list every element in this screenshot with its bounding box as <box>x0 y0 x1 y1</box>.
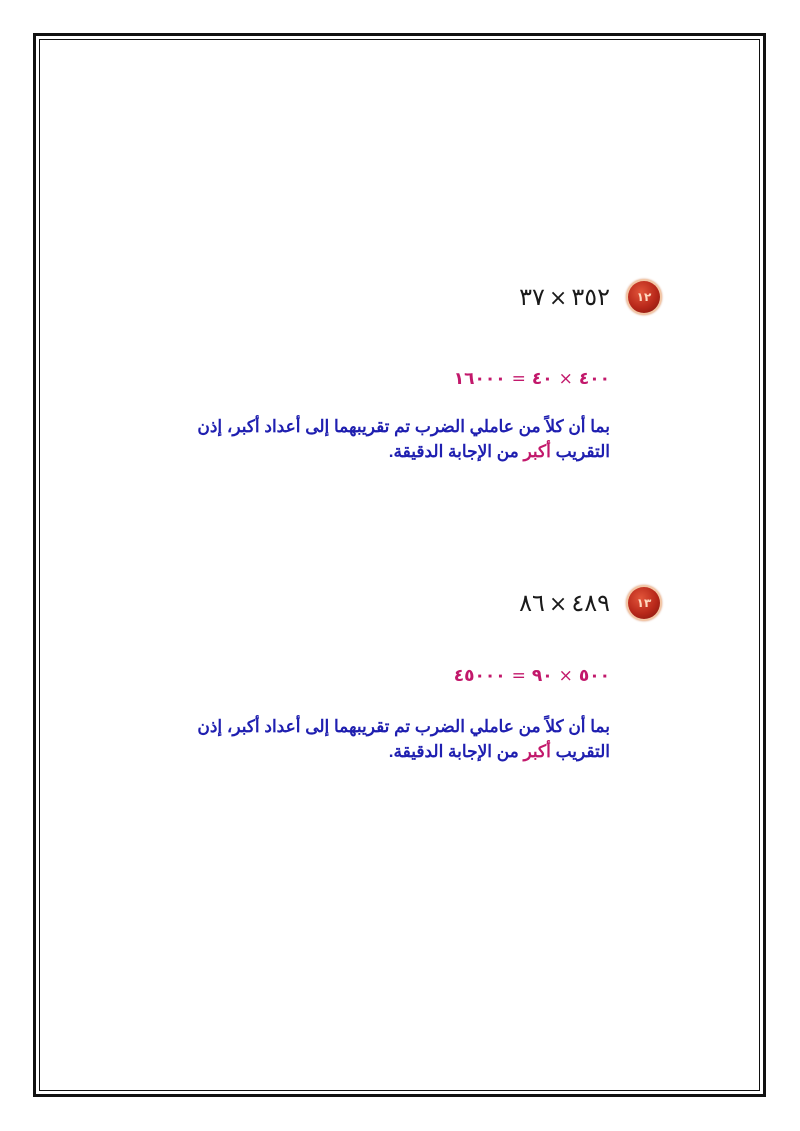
estimate-times: × <box>558 369 573 389</box>
problem-13 <box>0 584 800 794</box>
explanation-line-2-end: من الإجابة الدقيقة. <box>388 742 519 761</box>
explanation-line-1: بما أن كلاً من عاملي الضرب تم تقريبهما إلى أعداد أكبر، إذن <box>197 717 610 736</box>
estimate-b: ٥٠٠ <box>578 666 610 686</box>
highlight-word: أكبر <box>523 442 551 461</box>
estimate-b: ٤٠٠ <box>578 369 610 389</box>
estimate-line <box>454 666 610 686</box>
expression-right-operand: ٣٥٢ <box>571 283 610 311</box>
estimate-a: ٩٠ <box>531 666 553 686</box>
times-sign: × <box>548 286 568 311</box>
estimate-a: ٤٠ <box>531 369 553 389</box>
problem-number-badge <box>628 587 660 619</box>
explanation-text <box>130 714 610 764</box>
times-sign: × <box>548 592 568 617</box>
explanation-line-2 <box>130 439 610 464</box>
explanation-line-2 <box>130 739 610 764</box>
expression-right-operand: ٤٨٩ <box>571 589 610 617</box>
problem-number: ١٣ <box>636 596 652 610</box>
problem-number-badge <box>628 281 660 313</box>
page-border-inner <box>39 39 760 1091</box>
explanation-text <box>130 414 610 464</box>
explanation-line-2-start: التقريب <box>555 742 610 761</box>
expression-left-operand: ٨٦ <box>519 589 545 617</box>
problem-12 <box>0 276 800 486</box>
highlight-word: أكبر <box>523 742 551 761</box>
expression-left-operand: ٣٧ <box>519 283 545 311</box>
explanation-line-2-end: من الإجابة الدقيقة. <box>388 442 519 461</box>
estimate-times: × <box>558 666 573 686</box>
estimate-equals: = <box>511 666 526 686</box>
estimate-line <box>454 369 610 389</box>
problem-expression <box>519 283 610 311</box>
explanation-line-1: بما أن كلاً من عاملي الضرب تم تقريبهما إلى أعداد أكبر، إذن <box>197 417 610 436</box>
estimate-equals: = <box>511 369 526 389</box>
estimate-result: ٤٥٠٠٠ <box>453 666 506 686</box>
problem-expression <box>519 589 610 617</box>
explanation-line-2-start: التقريب <box>555 442 610 461</box>
estimate-result: ١٦٠٠٠ <box>453 369 506 389</box>
problem-number: ١٢ <box>636 290 652 304</box>
